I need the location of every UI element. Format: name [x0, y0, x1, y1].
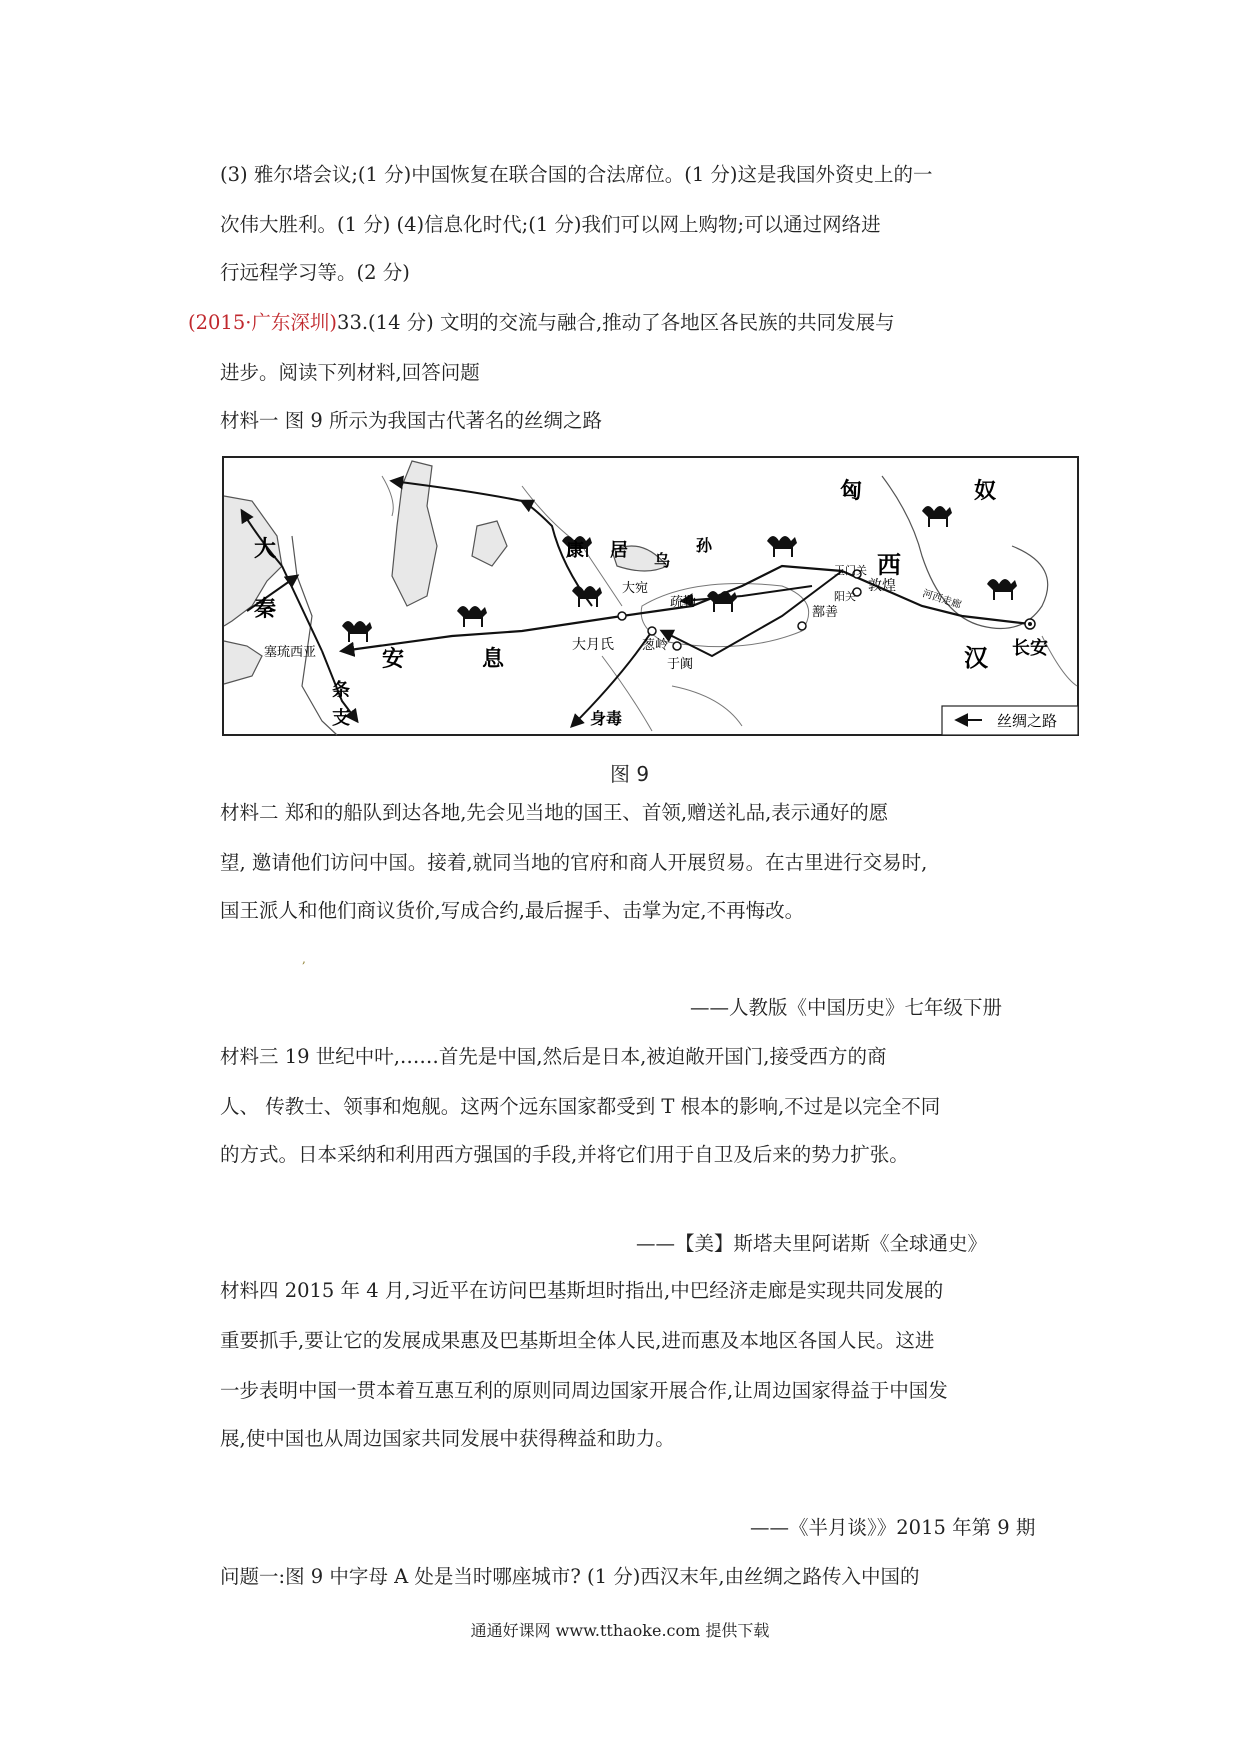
silk-road-map	[222, 456, 1079, 736]
map-label-changan: 长安	[1012, 638, 1048, 659]
material-3-source: ——【美】斯塔夫里阿诺斯《全球通史》	[636, 1232, 988, 1255]
question-source: (2015·广东深圳)	[188, 311, 338, 334]
material-3-line-1: 材料三 19 世纪中叶,……首先是中国,然后是日本,被迫敞开国门,接受西方的商	[220, 1045, 887, 1068]
material-4-line-2: 重要抓手,要让它的发展成果惠及巴基斯坦全体人民,进而惠及本地区各国人民。这进	[220, 1329, 935, 1352]
answer-line-2: 次伟大胜利。(1 分) (4)信息化时代;(1 分)我们可以网上购物;可以通过网络进	[220, 213, 881, 236]
map-label-han: 汉	[964, 644, 988, 672]
material-1: 材料一 图 9 所示为我国古代著名的丝绸之路	[220, 409, 603, 432]
map-label-wusun-2: 孙	[696, 536, 713, 555]
material-4-line-1: 材料四 2015 年 4 月,习近平在访问巴基斯坦时指出,中巴经济走廊是实现共同发展的	[220, 1279, 944, 1302]
map-label-shendu: 身毒	[590, 709, 623, 728]
map-label-xiongnu-1: 匈	[840, 479, 863, 504]
map-label-congling: 葱岭	[642, 638, 669, 653]
map-label-yumenguan: 玉门关	[834, 564, 867, 577]
material-4-line-3: 一步表明中国一贯本着互惠互利的原则同周边国家开展合作,让周边国家得益于中国发	[220, 1379, 948, 1402]
map-label-kangju-2: 居	[610, 540, 628, 561]
map-legend	[942, 706, 1078, 735]
map-legend-label: 丝绸之路	[997, 712, 1058, 730]
material-3-line-3: 的方式。日本采纳和利用西方强国的手段,并将它们用于自卫及后来的势力扩张。	[220, 1143, 909, 1166]
material-4-source: ——《半月谈》》2015 年第 9 期	[750, 1516, 1036, 1539]
answer-line-1: (3) 雅尔塔会议;(1 分)中国恢复在联合国的合法席位。(1 分)这是我国外资史上的一	[220, 163, 933, 186]
material-4-line-4: 展,使中国也从周边国家共同发展中获得稗益和助力。	[220, 1427, 675, 1450]
map-label-da: 大	[254, 537, 277, 562]
answer-line-3: 行远程学习等。(2 分)	[220, 261, 410, 284]
stray-mark: ,	[302, 952, 306, 966]
map-label-xiongnu-2: 奴	[974, 479, 997, 504]
map-label-anxi-1: 安	[382, 647, 405, 672]
question-33-header	[188, 298, 1028, 348]
map-label-dayuezhi: 大月氏	[572, 637, 614, 653]
map-label-kangju: 康	[566, 540, 584, 561]
map-label-qin: 秦	[254, 597, 277, 622]
material-3-line-2: 人、 传教士、领事和炮舰。这两个远东国家都受到 T 根本的影响,不过是以完全不同	[220, 1095, 941, 1118]
figure-caption: 图 9	[610, 762, 650, 786]
map-label-yutian: 于阗	[667, 657, 694, 672]
map-label-shanshan: 鄯善	[812, 605, 839, 620]
material-2-line-2: 望, 邀请他们访问中国。接着,就同当地的官府和商人开展贸易。在古里进行交易时,	[220, 851, 928, 874]
material-2-line-3: 国王派人和他们商议货价,写成合约,最后握手、击掌为定,不再悔改。	[220, 899, 805, 922]
map-label-shule: 疏勒	[670, 595, 697, 610]
map-label-anxi-2: 息	[482, 647, 505, 672]
map-label-xi: 西	[877, 551, 901, 579]
question-33-line-2: 进步。阅读下列材料,回答问题	[220, 361, 480, 384]
map-label-dayuan: 大宛	[622, 581, 649, 596]
map-label-tiaozhi-1: 条	[332, 680, 350, 701]
map-label-tiaozhi-2: 支	[332, 708, 350, 729]
map-label-hexi: 河西走廊	[921, 588, 963, 612]
map-label-selyucia: 塞琉西亚	[264, 645, 317, 660]
material-2-line-1: 材料二 郑和的船队到达各地,先会见当地的国王、首领,赠送礼品,表示通好的愿	[220, 801, 889, 824]
map-label-yangguan: 阳关	[834, 590, 856, 603]
page-footer: 通通好课网 www.tthaoke.com 提供下载	[470, 1621, 770, 1640]
question-33-intro: 33.(14 分) 文明的交流与融合,推动了各地区各民族的共同发展与	[337, 311, 895, 334]
map-label-dunhuang: 敦煌	[868, 578, 896, 594]
question-1: 问题一:图 9 中字母 A 处是当时哪座城市? (1 分)西汉末年,由丝绸之路传入中国的	[220, 1565, 920, 1588]
material-2-source: ——人教版《中国历史》七年级下册	[690, 996, 1003, 1019]
map-label-wusun: 乌	[654, 551, 671, 570]
